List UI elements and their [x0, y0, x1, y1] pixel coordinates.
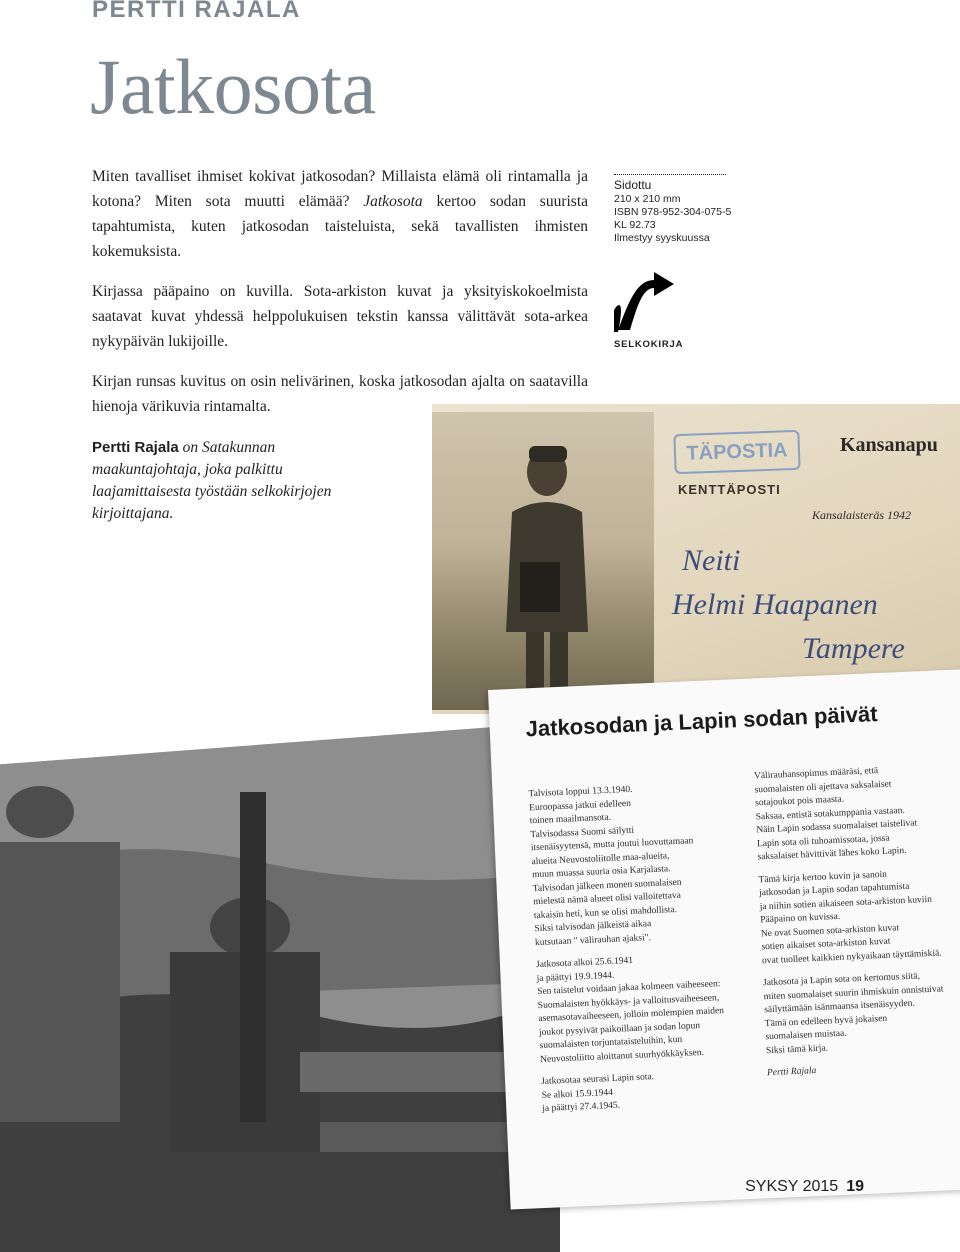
- timeline-left-paragraph-1: Talvisota loppui 13.3.1940. Euroopassa jatkui edelleen toinen maailmansota. Talvisodassa Suomi säilytti itsenäisyytensä, mutta joutui luovuttamaan alueita Neuvostoliitolle maa-alueita, muun muassa suuria osia Karjalasta. Talvisodan jälkeen monen suomalaisen mielestä nämä alueet olisi valloitettava takaisin heti, kun se olisi mahdollista. Siksi talvisodan jälkeistä aikaa kutsutaan " välirauhan ajaksi".: [528, 784, 694, 948]
- handwriting-line-2: Helmi Haapanen: [672, 588, 878, 621]
- war-trench-photo: [0, 722, 560, 1252]
- author-bio: [92, 437, 372, 525]
- book-release: Ilmestyy syyskuussa: [614, 232, 710, 244]
- handwriting-line-1: Neiti: [682, 544, 741, 577]
- intro-p1-start: Miten tavalliset ihmiset kokivat jatkosodan? Millaista elämä oli rintamalla ja kotona? Miten sota muutti elämää?: [92, 168, 588, 210]
- timeline-right-paragraph-3: Jatkosota ja Lapin sota on kertomus siitä, miten suomalaiset suurin ihmiskuin onnistuivat säilyttämään isänmaansa itsenäisyyden. Tämä on edelleen hyvä jokaisen suomalaisen muistaa. Siksi tämä kirja.: [762, 971, 944, 1056]
- postcard-heading: KENTTÄPOSTI: [678, 482, 781, 497]
- soldier-figure: [502, 432, 592, 702]
- timeline-left-paragraph-3: Jatkosotaa seurasi Lapin sota. Se alkoi 15.9.1944 ja päättyi 27.4.1945.: [540, 1072, 655, 1115]
- intro-p1-title: Jatkosota: [363, 193, 423, 210]
- postcard-stamp: TÄPOSTIA: [673, 430, 800, 474]
- postcard-photo: [432, 404, 960, 714]
- postcard-subtitle: Kansalaisteräs 1942: [812, 508, 912, 522]
- timeline-right-column: [754, 762, 960, 1090]
- book-class: KL 92.73: [614, 219, 656, 231]
- timeline-signature: Pertti Rajala: [766, 1066, 817, 1079]
- dotted-divider: [614, 174, 726, 175]
- soldier-photo: [432, 412, 654, 710]
- timeline-left-column: [528, 780, 743, 1126]
- trench-scene: [0, 722, 560, 1252]
- intro-paragraph-3: Kirjan runsas kuvitus on osin nelivärinen, koska jatkosodan ajalta on saatavilla hienoja värikuvia rintamalta.: [92, 373, 588, 415]
- author-name-header: PERTTI RAJALA: [92, 0, 301, 23]
- bio-text: on Satakunnan maakuntajohtaja, joka palkittu laajamittaisesta työstään selkokirjojen kirjoittajana.: [92, 439, 332, 522]
- page-folio: [745, 1178, 864, 1196]
- book-size: 210 x 210 mm: [614, 193, 681, 205]
- postcard-brand: Kansanapu: [840, 434, 938, 456]
- intro-paragraph-1: [92, 164, 588, 264]
- book-binding: Sidottu: [614, 178, 652, 192]
- timeline-title: Jatkosodan ja Lapin sodan päivät: [525, 701, 879, 742]
- timeline-left-paragraph-2: Jatkosota alkoi 25.6.1941 ja päättyi 19.9.1944. Sen taistelut voidaan jakaa kolmeen vaiheeseen: Suomalaisten hyökkäys- ja valloitusvaiheeseen, asemasotavaiheeseen, jolloin molempien maiden joukot pysyivät paikoillaan ja sodan lopun suomalaisten torjuntataisteluihin, kun Neuvostoliitto aloittanut suurhyökkäyksen.: [535, 955, 725, 1065]
- selkokirja-arrow-icon: [614, 270, 676, 332]
- book-title: Jatkosota: [90, 43, 376, 130]
- book-isbn: ISBN 978-952-304-075-5: [614, 206, 732, 218]
- intro-p1-end: kertoo sodan suurista tapahtumista, kuten jatkosodan taisteluista, sekä tavallisten ihmisten kokemuksista.: [92, 193, 589, 260]
- timeline-page: [488, 668, 960, 1209]
- bio-author-name: Pertti Rajala: [92, 439, 179, 456]
- book-info: [614, 174, 794, 245]
- handwriting-line-3: Tampere: [802, 632, 905, 665]
- intro-text: [92, 164, 588, 434]
- intro-paragraph-2: Kirjassa pääpaino on kuvilla. Sota-arkiston kuvat ja yksityiskokoelmista saatavat kuvat yhdessä helppolukuisen tekstin kanssa välittävät sota-arkea nykypäivän lukijoille.: [92, 283, 588, 350]
- folio-season: SYKSY 2015: [745, 1178, 839, 1195]
- selkokirja-label: SELKOKIRJA: [614, 339, 684, 350]
- timeline-right-paragraph-1: Välirauhansopimus määräsi, että suomalaisten oli ajettava saksalaiset sotajoukot pois maasta. Saksaa, entistä sotakumppania vastaan. Näin Lapin sodassa suomalaiset taistelivat Lapin sota oli tuhoamissotaa, jossa saksalaiset hävittivät lähes koko Lapin.: [753, 766, 918, 863]
- selkokirja-logo: [614, 270, 684, 350]
- timeline-right-paragraph-2: Tämä kirja kertoo kuvin ja sanoin jatkosodan ja Lapin sodan tapahtumista ja niihin sotien aikaiseen sota-arkiston kuviin Pääpaino on kuvissa. Ne ovat Suomen sota-arkiston kuvat sotien aikaiset sota-arkiston kuvat ovat tuolleet kaikkien nykyaikaan täyttämiskiä.: [758, 869, 942, 966]
- folio-page-number: 19: [846, 1178, 864, 1195]
